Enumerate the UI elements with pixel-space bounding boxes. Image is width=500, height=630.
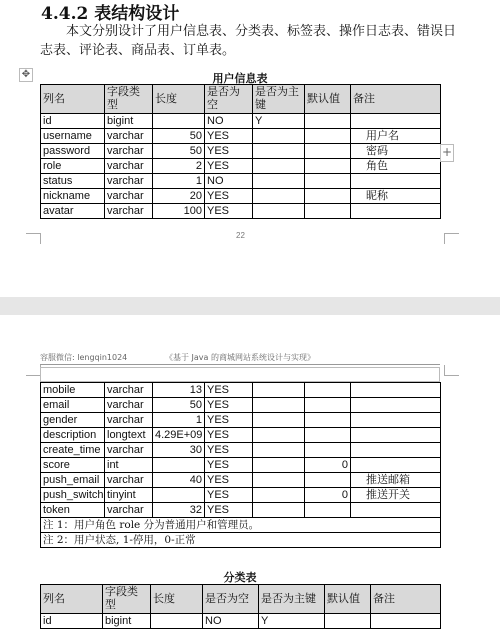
cell-column-name: score	[41, 458, 105, 473]
header-column-name: 列名	[41, 85, 105, 114]
cell-column-name: nickname	[41, 189, 105, 204]
cell-column-name: role	[41, 159, 105, 174]
cell-remark	[351, 443, 441, 458]
cell-nullable: YES	[205, 398, 253, 413]
cell-nullable: YES	[205, 503, 253, 518]
cell-default-value	[305, 204, 351, 219]
cell-field-type: bigint	[103, 614, 151, 629]
cell-field-type: varchar	[105, 383, 153, 398]
category-table-caption: 分类表	[223, 571, 257, 584]
page-corner-mark	[26, 233, 41, 244]
cell-nullable: YES	[205, 428, 253, 443]
table-header-row	[41, 85, 441, 114]
cell-nullable: YES	[205, 413, 253, 428]
user-info-table	[40, 84, 441, 219]
header-default-value: 默认值	[325, 585, 371, 614]
header-field-type: 字段类型	[105, 85, 153, 114]
repeated-header-placeholder	[40, 367, 440, 382]
table-note-row	[41, 518, 441, 533]
table-row	[41, 413, 441, 428]
table-row	[41, 129, 441, 144]
cell-nullable: NO	[205, 174, 253, 189]
header-rule	[40, 364, 440, 365]
cell-length: 20	[153, 189, 205, 204]
cell-primary-key	[253, 398, 305, 413]
cell-default-value	[305, 428, 351, 443]
user-info-table-continued	[40, 382, 441, 548]
cell-length	[153, 114, 205, 129]
cell-length: 40	[153, 473, 205, 488]
cell-default-value	[305, 144, 351, 159]
cell-field-type: varchar	[105, 473, 153, 488]
header-default-value: 默认值	[305, 85, 351, 114]
cell-length: 50	[153, 398, 205, 413]
cell-default-value: 0	[305, 458, 351, 473]
cell-column-name: email	[41, 398, 105, 413]
section-heading: 4.4.2 表结构设计	[41, 4, 180, 24]
cell-nullable: YES	[205, 189, 253, 204]
cell-remark	[371, 614, 441, 629]
page-corner-mark	[26, 365, 41, 376]
cell-column-name: mobile	[41, 383, 105, 398]
cell-default-value	[305, 114, 351, 129]
table-row	[41, 503, 441, 518]
table-note-row	[41, 533, 441, 548]
table-row	[41, 383, 441, 398]
table-note: 注 2：用户状态, 1-停用，0-正常	[41, 533, 441, 548]
cell-primary-key	[253, 458, 305, 473]
page-header-left: 容服微信: lengqin1024	[40, 353, 128, 362]
cell-remark	[351, 114, 441, 129]
cell-default-value	[305, 159, 351, 174]
cell-field-type: varchar	[105, 159, 153, 174]
cell-primary-key: Y	[259, 614, 325, 629]
header-field-type: 字段类型	[103, 585, 151, 614]
table-row	[41, 614, 441, 629]
cell-remark	[351, 458, 441, 473]
cell-remark: 推送邮箱	[351, 473, 441, 488]
table-header-row	[41, 585, 441, 614]
table-move-handle-icon[interactable]: ✥	[19, 68, 33, 82]
cell-column-name: token	[41, 503, 105, 518]
header-column-name: 列名	[41, 585, 103, 614]
table-row	[41, 114, 441, 129]
cell-primary-key	[253, 488, 305, 503]
cell-length: 2	[153, 159, 205, 174]
cell-remark	[351, 383, 441, 398]
cell-remark: 角色	[351, 159, 441, 174]
cell-default-value	[305, 398, 351, 413]
cell-column-name: password	[41, 144, 105, 159]
cell-field-type: varchar	[105, 413, 153, 428]
cell-column-name: push_switch	[41, 488, 105, 503]
cell-column-name: status	[41, 174, 105, 189]
cell-primary-key	[253, 144, 305, 159]
cell-length: 1	[153, 174, 205, 189]
cell-nullable: YES	[205, 129, 253, 144]
cell-column-name: gender	[41, 413, 105, 428]
cell-primary-key	[253, 189, 305, 204]
cell-column-name: create_time	[41, 443, 105, 458]
cell-primary-key	[253, 159, 305, 174]
category-table	[40, 584, 441, 629]
cell-remark	[351, 174, 441, 189]
cell-default-value	[305, 189, 351, 204]
cell-primary-key: Y	[253, 114, 305, 129]
cell-length	[151, 614, 203, 629]
cell-length: 4.29E+09	[153, 428, 205, 443]
cell-remark: 昵称	[351, 189, 441, 204]
cell-column-name: id	[41, 114, 105, 129]
table-row	[41, 398, 441, 413]
cell-nullable: YES	[205, 204, 253, 219]
cell-nullable: YES	[205, 144, 253, 159]
cell-default-value	[305, 174, 351, 189]
cell-field-type: int	[105, 458, 153, 473]
table-row	[41, 204, 441, 219]
cell-primary-key	[253, 129, 305, 144]
cell-default-value: 0	[305, 488, 351, 503]
cell-primary-key	[253, 383, 305, 398]
cell-length: 30	[153, 443, 205, 458]
table-note: 注 1：用户角色 role 分为普通用户和管理员。	[41, 518, 441, 533]
cell-nullable: YES	[205, 383, 253, 398]
cell-default-value	[305, 503, 351, 518]
cell-length: 13	[153, 383, 205, 398]
page-corner-mark	[444, 365, 459, 376]
cell-column-name: avatar	[41, 204, 105, 219]
cell-length: 50	[153, 144, 205, 159]
cell-nullable: YES	[205, 159, 253, 174]
add-column-icon[interactable]: +	[440, 144, 454, 162]
table-row	[41, 443, 441, 458]
table-row	[41, 189, 441, 204]
cell-field-type: varchar	[105, 129, 153, 144]
cell-remark	[351, 428, 441, 443]
cell-field-type: varchar	[105, 443, 153, 458]
cell-field-type: varchar	[105, 144, 153, 159]
cell-default-value	[305, 383, 351, 398]
table-row	[41, 488, 441, 503]
table-row	[41, 174, 441, 189]
header-remark: 备注	[351, 85, 441, 114]
cell-field-type: varchar	[105, 398, 153, 413]
page-gap	[0, 297, 500, 315]
cell-nullable: YES	[205, 443, 253, 458]
header-length: 长度	[153, 85, 205, 114]
cell-primary-key	[253, 443, 305, 458]
table-row	[41, 428, 441, 443]
cell-length	[153, 458, 205, 473]
cell-primary-key	[253, 503, 305, 518]
header-primary-key: 是否为主键	[253, 85, 305, 114]
table-row	[41, 159, 441, 174]
cell-remark: 密码	[351, 144, 441, 159]
cell-field-type: varchar	[105, 503, 153, 518]
header-remark: 备注	[371, 585, 441, 614]
cell-field-type: tinyint	[105, 488, 153, 503]
cell-remark: 推送开关	[351, 488, 441, 503]
page-corner-mark	[444, 233, 459, 244]
page-number: 22	[236, 231, 245, 240]
table-row	[41, 473, 441, 488]
cell-column-name: push_email	[41, 473, 105, 488]
cell-field-type: bigint	[105, 114, 153, 129]
cell-nullable: YES	[205, 473, 253, 488]
cell-column-name: username	[41, 129, 105, 144]
cell-field-type: varchar	[105, 189, 153, 204]
cell-remark	[351, 503, 441, 518]
header-length: 长度	[151, 585, 203, 614]
cell-remark: 用户名	[351, 129, 441, 144]
cell-nullable: YES	[205, 458, 253, 473]
cell-nullable: NO	[205, 114, 253, 129]
cell-length	[153, 488, 205, 503]
table-row	[41, 458, 441, 473]
cell-field-type: longtext	[105, 428, 153, 443]
cell-nullable: NO	[203, 614, 259, 629]
header-primary-key: 是否为主键	[259, 585, 325, 614]
header-nullable: 是否为空	[205, 85, 253, 114]
cell-column-name: id	[41, 614, 103, 629]
cell-default-value	[305, 413, 351, 428]
cell-column-name: description	[41, 428, 105, 443]
cell-length: 32	[153, 503, 205, 518]
header-nullable: 是否为空	[203, 585, 259, 614]
cell-primary-key	[253, 413, 305, 428]
cell-length: 50	[153, 129, 205, 144]
cell-primary-key	[253, 174, 305, 189]
cell-default-value	[305, 473, 351, 488]
cell-remark	[351, 413, 441, 428]
cell-primary-key	[253, 473, 305, 488]
cell-default-value	[305, 129, 351, 144]
cell-remark	[351, 204, 441, 219]
page-header-title: 《基于 Java 的商城网站系统设计与实现》	[165, 353, 315, 362]
cell-field-type: varchar	[105, 174, 153, 189]
cell-field-type: varchar	[105, 204, 153, 219]
cell-default-value	[325, 614, 371, 629]
cell-primary-key	[253, 204, 305, 219]
cell-primary-key	[253, 428, 305, 443]
cell-nullable: YES	[205, 488, 253, 503]
cell-length: 1	[153, 413, 205, 428]
cell-default-value	[305, 443, 351, 458]
user-table-caption: 用户信息表	[212, 72, 268, 85]
document-page-1	[0, 0, 500, 255]
cell-length: 100	[153, 204, 205, 219]
cell-remark	[351, 398, 441, 413]
intro-paragraph: 本文分别设计了用户信息表、分类表、标签表、操作日志表、错误日志表、评论表、商品表、订单表。	[40, 24, 457, 58]
table-row	[41, 144, 441, 159]
